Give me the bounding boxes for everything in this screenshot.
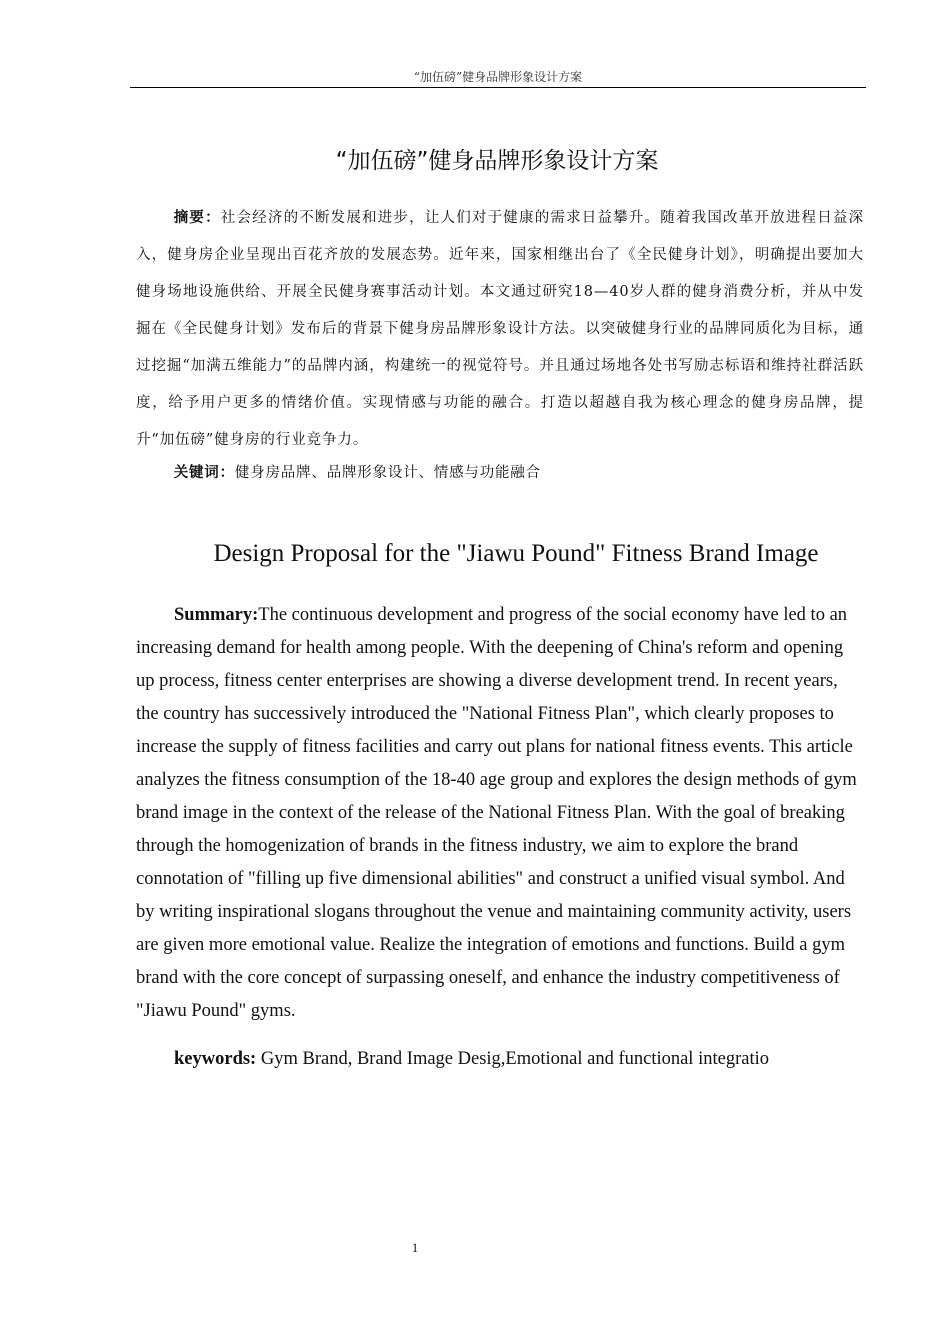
english-title: Design Proposal for the "Jiawu Pound" Fitness Brand Image (213, 540, 819, 567)
english-summary-text: The continuous development and progress of the social economy have led to an increasing demand for health among people. With the deepening of China's reform and opening up process, fitness center enterprises are showing a diverse development trend. In recent years, the country has successively introduced the "National Fitness Plan", which clearly proposes to increase the supply of fitness facilities and carry out plans for national fitness events. This article analyzes the fitness consumption of the 18-40 age group and explores the design methods of gym brand image in the context of the release of the National Fitness Plan. With the goal of breaking through the homogenization of brands in the fitness industry, we aim to explore the brand connotation of "filling up five dimensional abilities" and construct a unified visual symbol. And by writing inspirational slogans throughout the venue and maintaining community activity, users are given more emotional value. Realize the integration of emotions and functions. Build a gym brand with the core concept of surpassing oneself, and enhance the industry competitiveness of "Jiawu Pound" gyms. (136, 605, 857, 1021)
english-summary (136, 599, 862, 1028)
english-summary-label: Summary: (174, 605, 259, 625)
chinese-keywords-text: 健身房品牌、品牌形象设计、情感与功能融合 (234, 465, 541, 481)
running-header-title: “加伍磅”健身品牌形象设计方案 (413, 70, 583, 84)
chinese-keywords (136, 458, 864, 488)
chinese-title: “加伍磅”健身品牌形象设计方案 (335, 148, 659, 174)
chinese-keywords-label: 关键词： (173, 465, 235, 481)
running-header (130, 68, 866, 88)
chinese-abstract-text: 社会经济的不断发展和进步，让人们对于健康的需求日益攀升。随着我国改革开放进程日益深入，健身房企业呈现出百花齐放的发展态势。近年来，国家相继出台了《全民健身计划》，明确提出要加大健身场地设施供给、开展全民健身赛事活动计划。本文通过研究18—40岁人群的健身消费分析，并从中发掘在《全民健身计划》发布后的背景下健身房品牌形象设计方法。以突破健身行业的品牌同质化为目标，通过挖掘“加满五维能力”的品牌内涵，构建统一的视觉符号。并且通过场地各处书写励志标语和维持社群活跃度，给予用户更多的情绪价值。实现情感与功能的融合。打造以超越自我为核心理念的健身房品牌，提升“加伍磅”健身房的行业竞争力。 (136, 210, 864, 448)
page-number: 1 (411, 1240, 419, 1255)
chinese-abstract (136, 200, 864, 459)
chinese-abstract-label: 摘要： (173, 210, 221, 226)
english-keywords-label: keywords: (174, 1049, 257, 1069)
english-keywords-text: Gym Brand, Brand Image Desig,Emotional and functional integratio (256, 1049, 769, 1069)
english-keywords (136, 1043, 862, 1076)
